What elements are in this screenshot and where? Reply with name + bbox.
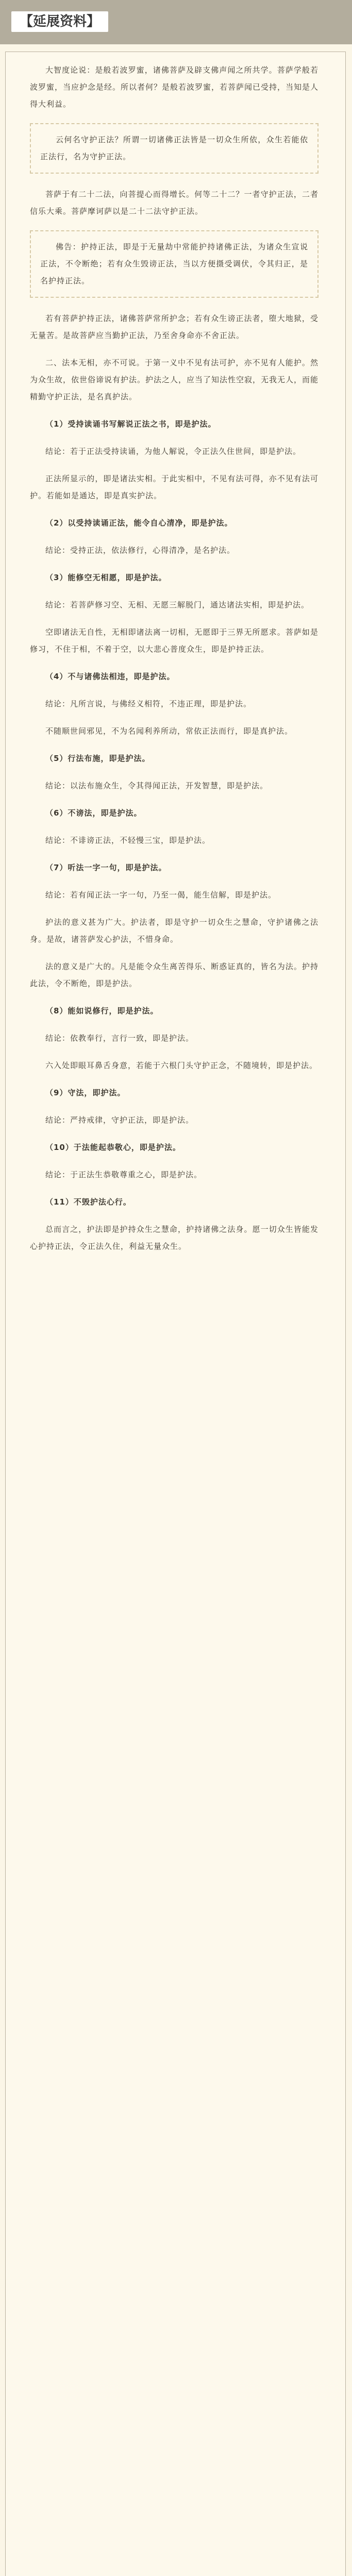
section-tag: 【延展资料】 (11, 11, 108, 32)
paragraph: 正法所显示的，即是诸法实相。于此实相中，不见有法可得，亦不见有法可护。若能如是通达，即是真实护法。 (30, 474, 319, 500)
paragraph: 二、法本无相，亦不可说。于第一义中不见有法可护，亦不见有人能护。然为众生故，依世俗谛说有护法。护法之人，应当了知法性空寂，无我无人，而能精勤守护正法，是名真护法。 (30, 358, 319, 401)
list-item: （11）不毁护法心行。 (45, 1197, 131, 1207)
conclusion-text: 结论：凡所言说，与佛经义相符，不违正理，即是护法。 (45, 699, 252, 708)
list-item: （5）行法布施，即是护法。 (45, 754, 150, 763)
article-body (30, 62, 319, 2576)
conclusion-text: 结论：受持正法，依法修行，心得清净，是名护法。 (45, 546, 236, 555)
conclusion-text: 结论：若有闻正法一字一句，乃至一偈，能生信解，即是护法。 (45, 890, 277, 900)
conclusion-text: 结论：若菩萨修习空、无相、无愿三解脱门，通达诸法实相，即是护法。 (45, 600, 310, 609)
conclusion-text: 结论：于正法生恭敬尊重之心，即是护法。 (45, 1170, 203, 1179)
paragraph: 六入处即眼耳鼻舌身意，若能于六根门头守护正念，不随境转，即是护法。 (45, 1061, 318, 1070)
quote-text: 云何名守护正法？所谓一切诸佛正法皆是一切众生所依，众生若能依正法行，名为守护正法。 (40, 135, 308, 161)
conclusion-text: 结论：若于正法受持读诵，为他人解说，令正法久住世间，即是护法。 (45, 447, 301, 456)
list-item: （8）能如说修行，即是护法。 (45, 1006, 159, 1015)
paragraph: 护法的意义甚为广大。护法者，即是守护一切众生之慧命，守护诸佛之法身。是故，诸菩萨发心护法，不惜身命。 (30, 918, 319, 944)
list-item: （6）不谤法，即是护法。 (45, 808, 142, 818)
list-item: （2）以受持读诵正法，能令自心清净，即是护法。 (45, 518, 233, 528)
paragraph: 空即诸法无自性，无相即诸法离一切相，无愿即于三界无所愿求。菩萨如是修习，不住于相，不着于空，以大悲心普度众生，即是护持正法。 (30, 628, 319, 654)
header-bar (0, 0, 352, 44)
quote-text: 佛告：护持正法，即是于无量劫中常能护持诸佛正法，为诸众生宣说正法，不令断绝；若有众生毁谤正法，当以方便摄受调伏，令其归正，是名护持正法。 (40, 242, 308, 285)
conclusion-text: 结论：以法布施众生，令其得闻正法，开发智慧，即是护法。 (45, 781, 269, 790)
conclusion-text: 结论：依教奉行，言行一致，即是护法。 (45, 1033, 194, 1043)
paragraph: 法的意义是广大的。凡是能令众生离苦得乐、断惑证真的，皆名为法。护持此法，令不断绝，即是护法。 (30, 962, 319, 988)
list-item: （1）受持读诵书写解说正法之书，即是护法。 (45, 419, 216, 429)
quote-box (30, 230, 319, 298)
list-item: （9）守法，即护法。 (45, 1088, 126, 1097)
paragraph: 不随顺世间邪见，不为名闻利养所动，常依正法而行，即是真护法。 (45, 726, 293, 736)
paragraph: 若有菩萨护持正法，诸佛菩萨常所护念；若有众生谤正法者，堕大地狱，受无量苦。是故菩萨应当勤护正法，乃至舍身命亦不舍正法。 (30, 314, 319, 340)
paragraph: 大智度论说：是般若波罗蜜，诸佛菩萨及辟支佛声闻之所共学。菩萨学般若波罗蜜，当应护念是经。所以者何？是般若波罗蜜，若菩萨闻已受持，当知是人得大利益。 (30, 65, 319, 109)
list-item: （3）能修空无相愿，即是护法。 (45, 573, 167, 582)
list-item: （10）于法能起恭敬心，即是护法。 (45, 1143, 181, 1152)
paragraph: 总而言之，护法即是护持众生之慧命，护持诸佛之法身。愿一切众生皆能发心护持正法，令正法久住，利益无量众生。 (30, 1225, 319, 1251)
paragraph: 菩萨于有二十二法，向菩提心而得增长。何等二十二？一者守护正法，二者信乐大乘。菩萨摩诃萨以是二十二法守护正法。 (30, 190, 319, 216)
list-item: （4）不与诸佛法相违，即是护法。 (45, 672, 175, 681)
conclusion-text: 结论：严持戒律，守护正法，即是护法。 (45, 1115, 194, 1125)
quote-box (30, 123, 319, 174)
conclusion-text: 结论：不诽谤正法，不轻慢三宝，即是护法。 (45, 836, 211, 845)
list-item: （7）听法一字一句，即是护法。 (45, 863, 167, 872)
